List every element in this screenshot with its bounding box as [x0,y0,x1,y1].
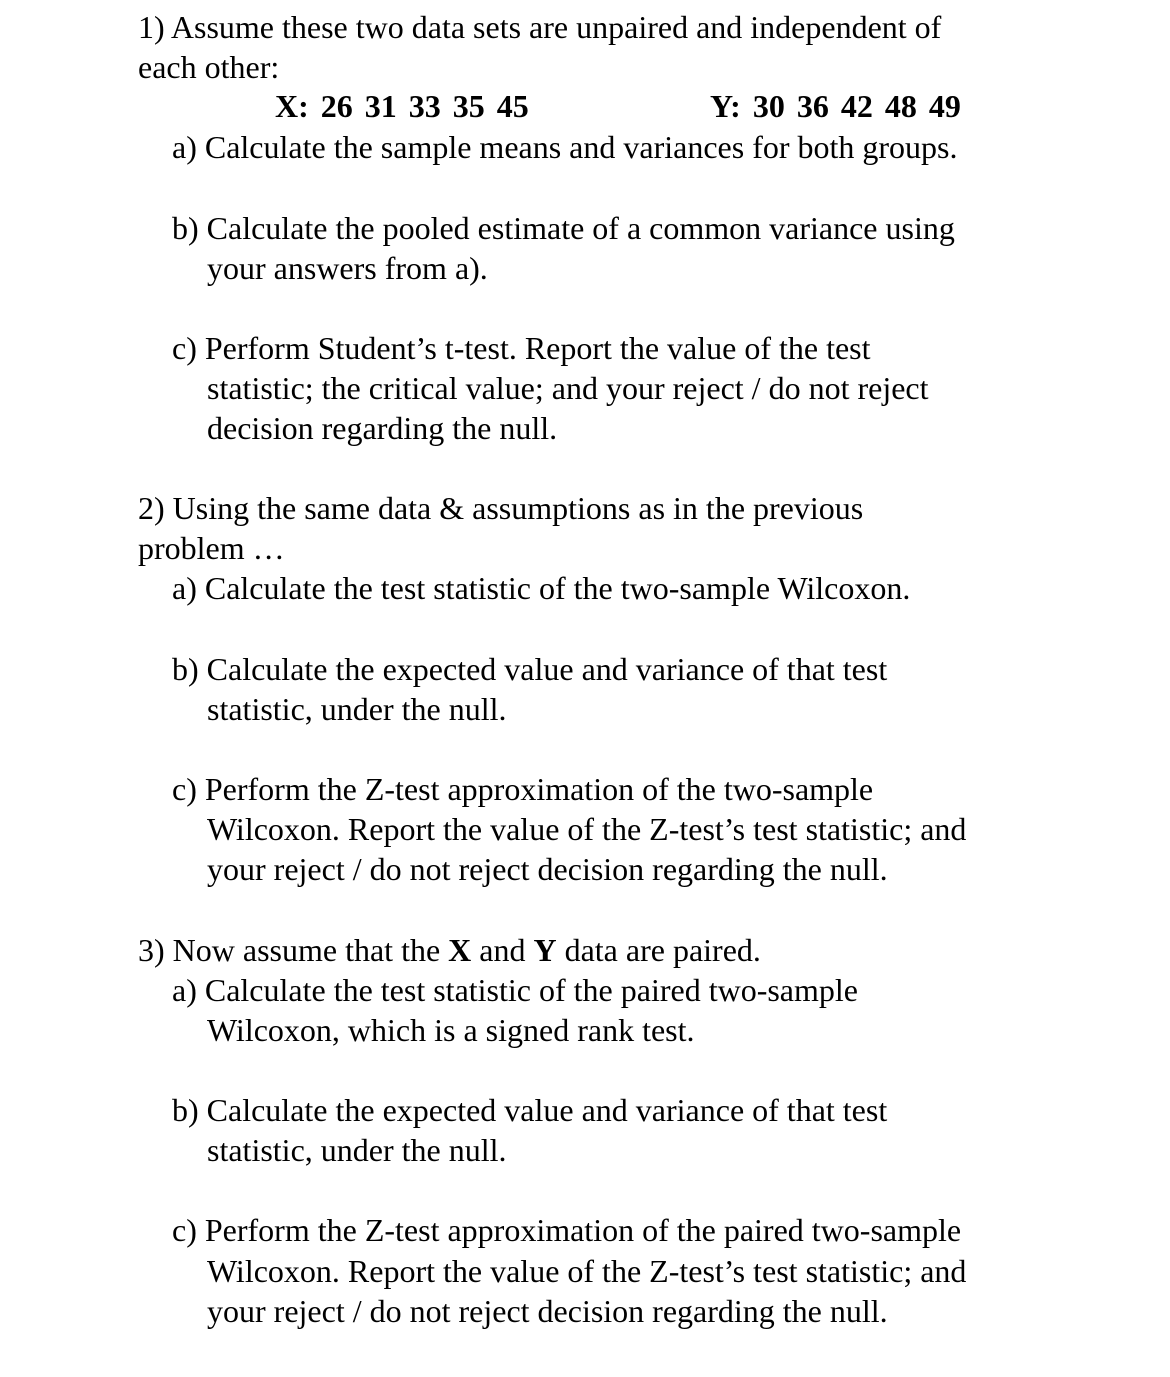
x-data-values: X: 26 31 33 35 45 [275,88,529,124]
q1-intro-line1: 1) Assume these two data sets are unpaired and independent of [138,9,942,45]
q2-part-b-line2: statistic, under the null. [207,691,507,727]
q1-part-c-line2: statistic; the critical value; and your reject / do not reject [207,370,929,406]
q1-part-c-line1: c) Perform Student’s t-test. Report the value of the test [172,330,871,366]
q3-part-c-line2: Wilcoxon. Report the value of the Z-test’s test statistic; and [207,1253,967,1289]
q2-part-c-line1: c) Perform the Z-test approximation of the two-sample [172,771,874,807]
q1-part-b-line1: b) Calculate the pooled estimate of a common variance using [172,210,955,246]
q3-intro-and: and [471,932,534,968]
q2-part-c-line3: your reject / do not reject decision regarding the null. [207,851,888,887]
q1-part-a: a) Calculate the sample means and variances for both groups. [172,129,958,165]
q3-part-c-line1: c) Perform the Z-test approximation of the paired two-sample [172,1212,962,1248]
q1-part-c-line3: decision regarding the null. [207,410,558,446]
q2-part-b-line1: b) Calculate the expected value and variance of that test [172,651,888,687]
q3-part-b-line2: statistic, under the null. [207,1132,507,1168]
y-data-values: Y: 30 36 42 48 49 [710,88,961,124]
q3-part-a-line2: Wilcoxon, which is a signed rank test. [207,1012,695,1048]
q1-part-b-line2: your answers from a). [207,250,488,286]
q2-part-a: a) Calculate the test statistic of the two-sample Wilcoxon. [172,570,911,606]
q3-intro-x: X [448,932,472,968]
q1-intro-line2: each other: [138,49,280,85]
q2-intro-line1: 2) Using the same data & assumptions as in the previous [138,490,864,526]
q3-intro [138,930,761,970]
q3-intro-pre: 3) Now assume that the [138,932,449,968]
q3-part-c-line3: your reject / do not reject decision regarding the null. [207,1293,888,1329]
q2-part-c-line2: Wilcoxon. Report the value of the Z-test’s test statistic; and [207,811,967,847]
q3-part-a-line1: a) Calculate the test statistic of the paired two-sample [172,972,858,1008]
q3-part-b-line1: b) Calculate the expected value and variance of that test [172,1092,888,1128]
q2-intro-line2: problem … [138,530,285,566]
q3-intro-y: Y [533,932,557,968]
q3-intro-post: data are paired. [556,932,761,968]
